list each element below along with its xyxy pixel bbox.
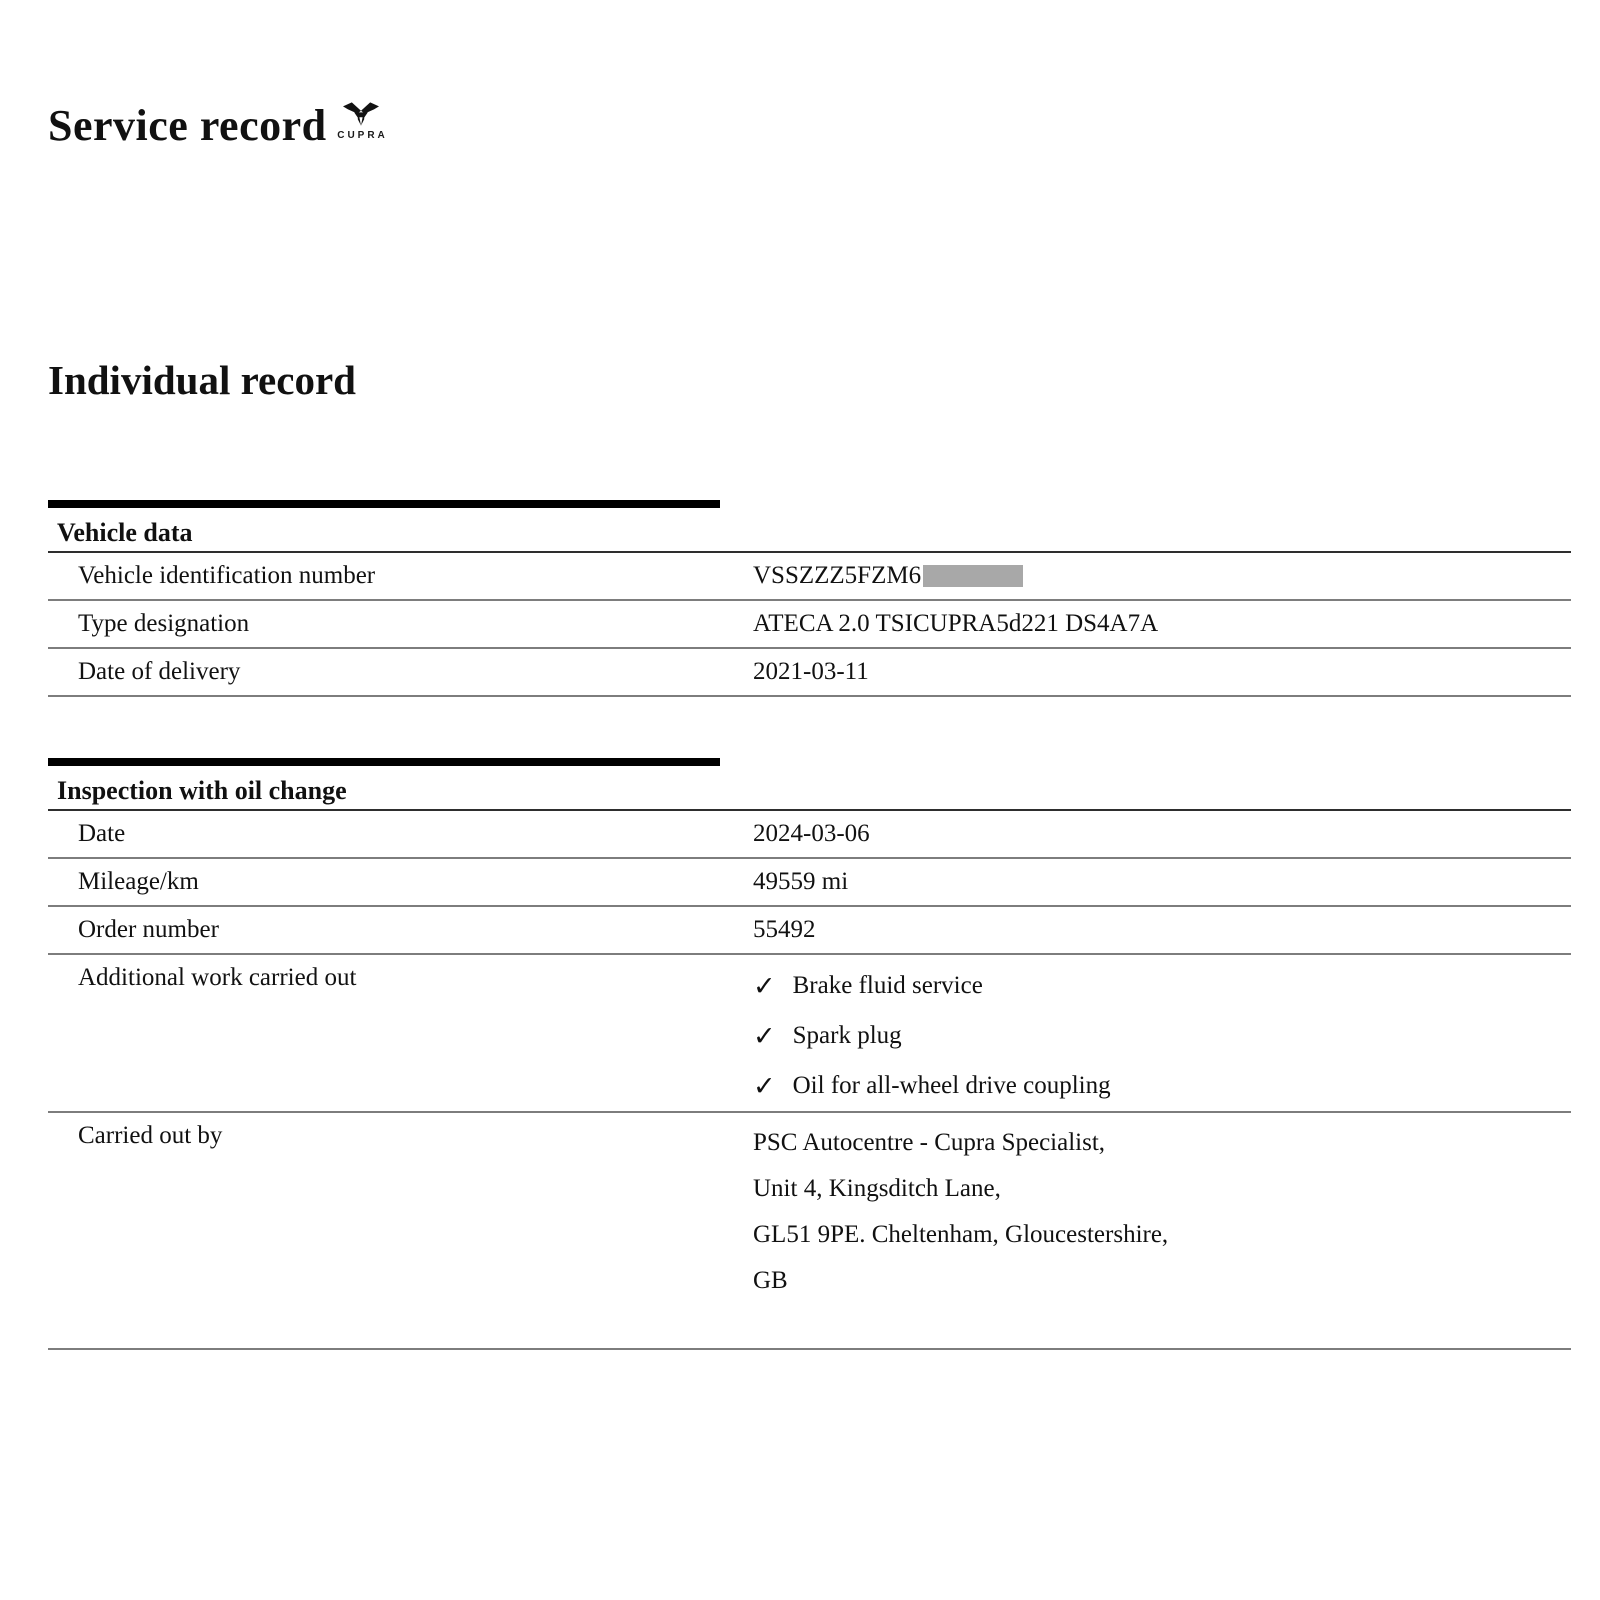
table-row-mileage: [48, 859, 1571, 907]
address-line: PSC Autocentre - Cupra Specialist,: [753, 1129, 1106, 1156]
check-item-label: Brake fluid service: [792, 972, 983, 999]
row-label: Type designation: [78, 610, 250, 637]
row-value: 55492: [753, 916, 816, 943]
table-row-order-number: [48, 907, 1571, 955]
inspection-section: [48, 758, 1571, 1350]
row-label: Date of delivery: [78, 658, 241, 685]
document-title: Service record: [48, 101, 327, 150]
check-icon: ✓: [753, 970, 776, 1002]
row-value: ATECA 2.0 TSICUPRA5d221 DS4A7A: [753, 610, 1159, 637]
row-value: 49559 mi: [753, 868, 849, 895]
page-title: Individual record: [48, 357, 356, 403]
check-item-label: Oil for all-wheel drive coupling: [792, 1072, 1111, 1099]
vin-value: VSSZZZ5FZM6: [753, 562, 922, 589]
table-row-type-designation: [48, 601, 1571, 649]
row-value: [753, 562, 1571, 590]
address-line: GB: [753, 1267, 788, 1294]
check-icon: ✓: [753, 1020, 776, 1052]
row-label: Order number: [78, 916, 219, 943]
address-line: Unit 4, Kingsditch Lane,: [753, 1175, 1001, 1202]
cupra-emblem-icon: [341, 101, 381, 127]
cupra-logo: [330, 101, 392, 141]
row-label: Mileage/km: [78, 868, 199, 895]
redaction-box: [923, 565, 1023, 587]
cupra-wordmark: CUPRA: [337, 130, 388, 141]
list-item: [753, 1061, 1571, 1111]
table-row-additional-work: [48, 955, 1571, 1113]
table-row-date: [48, 811, 1571, 859]
check-item-label: Spark plug: [792, 1022, 902, 1049]
table-row-carried-out-by: [48, 1113, 1571, 1350]
row-label: Additional work carried out: [78, 964, 357, 991]
vehicle-data-section: [48, 500, 1571, 697]
address-line: GL51 9PE. Cheltenham, Gloucestershire,: [753, 1221, 1169, 1248]
list-item: [753, 1011, 1571, 1061]
row-label: Carried out by: [78, 1122, 223, 1149]
table-row-vin: [48, 553, 1571, 601]
section-heavy-bar: [48, 758, 720, 766]
vehicle-data-section-title: Vehicle data: [48, 508, 1571, 553]
additional-work-checklist: [753, 955, 1571, 1111]
section-heavy-bar: [48, 500, 720, 508]
row-label: Vehicle identification number: [78, 562, 376, 589]
row-value: 2021-03-11: [753, 658, 869, 685]
check-icon: ✓: [753, 1070, 776, 1102]
list-item: [753, 961, 1571, 1011]
row-label: Date: [78, 820, 126, 847]
row-value: 2024-03-06: [753, 820, 870, 847]
inspection-section-title: Inspection with oil change: [48, 766, 1571, 811]
table-row-date-of-delivery: [48, 649, 1571, 697]
workshop-address: [753, 1113, 1571, 1348]
